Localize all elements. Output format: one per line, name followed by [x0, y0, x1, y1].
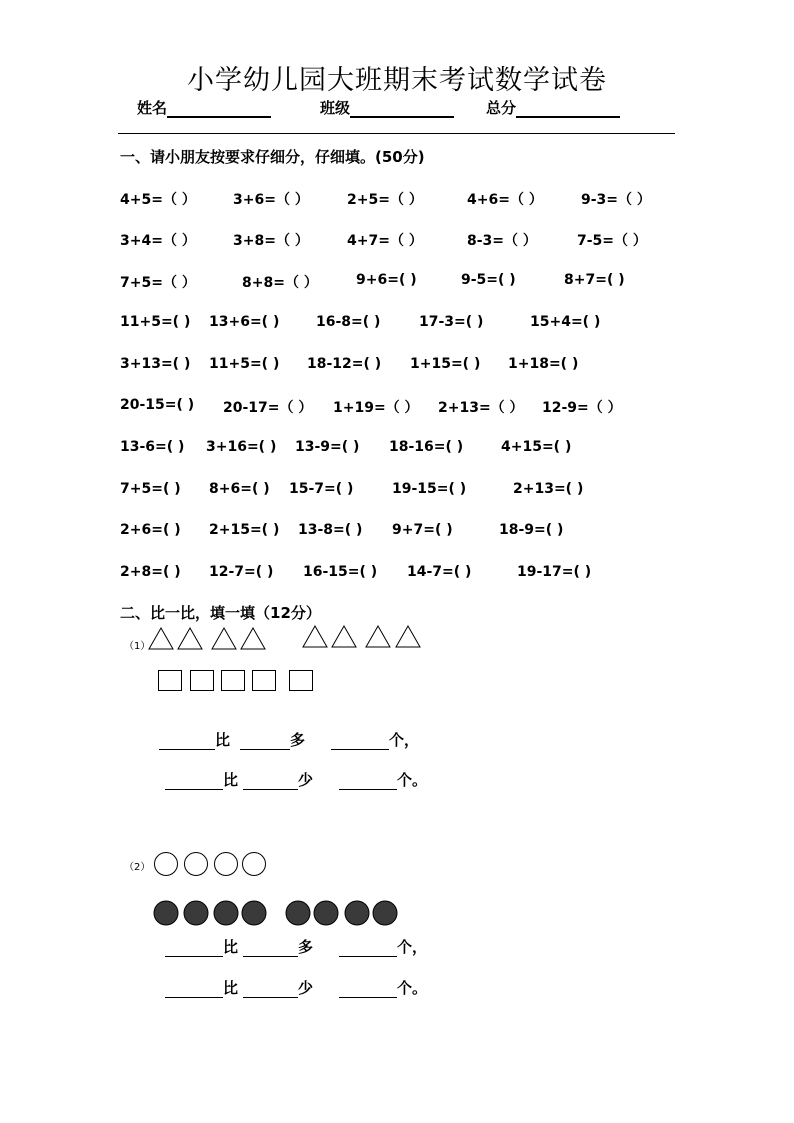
equation: 1+19=（ ） — [333, 400, 419, 416]
equation: 19-15=( ) — [392, 481, 467, 497]
answer-blank[interactable] — [240, 735, 290, 750]
equation: 18-9=( ) — [499, 522, 564, 538]
equation: 13-9=( ) — [295, 439, 360, 455]
equation: 16-8=( ) — [316, 314, 381, 330]
answer-blank[interactable] — [243, 983, 298, 998]
equation: 3+4=（ ） — [120, 233, 196, 249]
word-bi: 比 — [223, 979, 239, 997]
word-ge: 个。 — [397, 979, 428, 997]
filled-circle — [373, 901, 397, 925]
triangle-shape — [366, 626, 390, 647]
answer-blank[interactable] — [331, 735, 389, 750]
word-duo: 多 — [298, 938, 314, 956]
filled-circle — [154, 901, 178, 925]
triangle-shape — [241, 628, 265, 649]
equation: 13-6=( ) — [120, 439, 185, 455]
compare-line-more — [159, 729, 419, 750]
filled-circle — [314, 901, 338, 925]
answer-blank[interactable] — [339, 775, 397, 790]
triangle-shape — [212, 628, 236, 649]
equation: 7+5=( ) — [120, 481, 181, 497]
compare-line-less — [165, 977, 427, 998]
triangle-shape — [178, 628, 202, 649]
hollow-circle — [185, 853, 208, 876]
answer-blank[interactable] — [243, 942, 298, 957]
equation: 9+6=( ) — [356, 272, 417, 288]
equation: 9-3=（ ） — [581, 192, 651, 208]
word-ge: 个， — [389, 731, 420, 749]
equation: 1+18=( ) — [508, 356, 579, 372]
answer-blank[interactable] — [339, 983, 397, 998]
square-shape — [159, 671, 182, 691]
equation: 1+15=( ) — [410, 356, 481, 372]
equation: 4+7=（ ） — [347, 233, 423, 249]
equation: 4+5=（ ） — [120, 192, 196, 208]
word-shao: 少 — [298, 979, 314, 997]
equation: 2+13=( ) — [513, 481, 584, 497]
equation: 13+6=( ) — [209, 314, 280, 330]
equation: 16-15=( ) — [303, 564, 378, 580]
word-bi: 比 — [223, 771, 239, 789]
equation: 4+6=（ ） — [467, 192, 543, 208]
equation: 4+15=( ) — [501, 439, 572, 455]
answer-blank[interactable] — [165, 983, 223, 998]
equation: 18-16=( ) — [389, 439, 464, 455]
name-label: 姓名 — [137, 99, 168, 117]
word-duo: 多 — [290, 731, 306, 749]
equation: 2+15=( ) — [209, 522, 280, 538]
question-2-label: （2） — [124, 862, 151, 873]
square-shape — [191, 671, 214, 691]
filled-circle — [242, 901, 266, 925]
word-ge: 个。 — [397, 771, 428, 789]
hollow-circle — [155, 853, 178, 876]
answer-blank[interactable] — [339, 942, 397, 957]
score-label: 总分 — [486, 99, 517, 117]
equation: 9+7=( ) — [392, 522, 453, 538]
equation: 8+8=（ ） — [242, 275, 318, 291]
equation: 2+5=（ ） — [347, 192, 423, 208]
equation: 12-7=( ) — [209, 564, 274, 580]
section1-heading: 一、请小朋友按要求仔细分，仔细填。(50分) — [120, 148, 425, 166]
answer-blank[interactable] — [159, 735, 215, 750]
equation: 20-15=( ) — [120, 397, 195, 413]
page-title: 小学幼儿园大班期末考试数学试卷 — [187, 65, 607, 96]
equation: 2+8=( ) — [120, 564, 181, 580]
equation: 2+13=（ ） — [438, 400, 524, 416]
answer-blank[interactable] — [165, 775, 223, 790]
answer-blank[interactable] — [243, 775, 298, 790]
square-shape — [290, 671, 313, 691]
section2-heading: 二、比一比，填一填（12分） — [120, 604, 321, 622]
equation: 14-7=( ) — [407, 564, 472, 580]
triangle-shape — [303, 626, 327, 647]
hollow-circle — [215, 853, 238, 876]
equation: 2+6=( ) — [120, 522, 181, 538]
equation: 7-5=（ ） — [577, 233, 647, 249]
equation: 3+8=（ ） — [233, 233, 309, 249]
equation: 18-12=( ) — [307, 356, 382, 372]
equation: 9-5=( ) — [461, 272, 516, 288]
equation: 3+16=( ) — [206, 439, 277, 455]
equation: 15+4=( ) — [530, 314, 601, 330]
compare-line-less — [165, 769, 427, 790]
class-label: 班级 — [320, 99, 351, 117]
triangle-shape — [396, 626, 420, 647]
equation: 12-9=（ ） — [542, 400, 622, 416]
answer-blank[interactable] — [165, 942, 223, 957]
filled-circle — [184, 901, 208, 925]
triangle-shape — [149, 628, 173, 649]
equation: 11+5=( ) — [209, 356, 280, 372]
word-bi: 比 — [215, 731, 231, 749]
equation: 11+5=( ) — [120, 314, 191, 330]
equation: 3+6=（ ） — [233, 192, 309, 208]
word-bi: 比 — [223, 938, 239, 956]
hollow-circle — [243, 853, 266, 876]
filled-circle — [214, 901, 238, 925]
square-shape — [222, 671, 245, 691]
compare-line-more — [165, 936, 427, 957]
triangle-shape — [332, 626, 356, 647]
equation: 8+6=( ) — [209, 481, 270, 497]
equation: 8-3=（ ） — [467, 233, 537, 249]
filled-circle — [345, 901, 369, 925]
word-ge: 个， — [397, 938, 428, 956]
equation: 13-8=( ) — [298, 522, 363, 538]
question-1-label: （1） — [124, 641, 151, 652]
equation: 17-3=( ) — [419, 314, 484, 330]
filled-circle — [286, 901, 310, 925]
word-shao: 少 — [298, 771, 314, 789]
equation: 8+7=( ) — [564, 272, 625, 288]
equation: 7+5=（ ） — [120, 275, 196, 291]
square-shape — [253, 671, 276, 691]
equation: 15-7=( ) — [289, 481, 354, 497]
equation: 19-17=( ) — [517, 564, 592, 580]
equation: 20-17=（ ） — [223, 400, 313, 416]
equation: 3+13=( ) — [120, 356, 191, 372]
